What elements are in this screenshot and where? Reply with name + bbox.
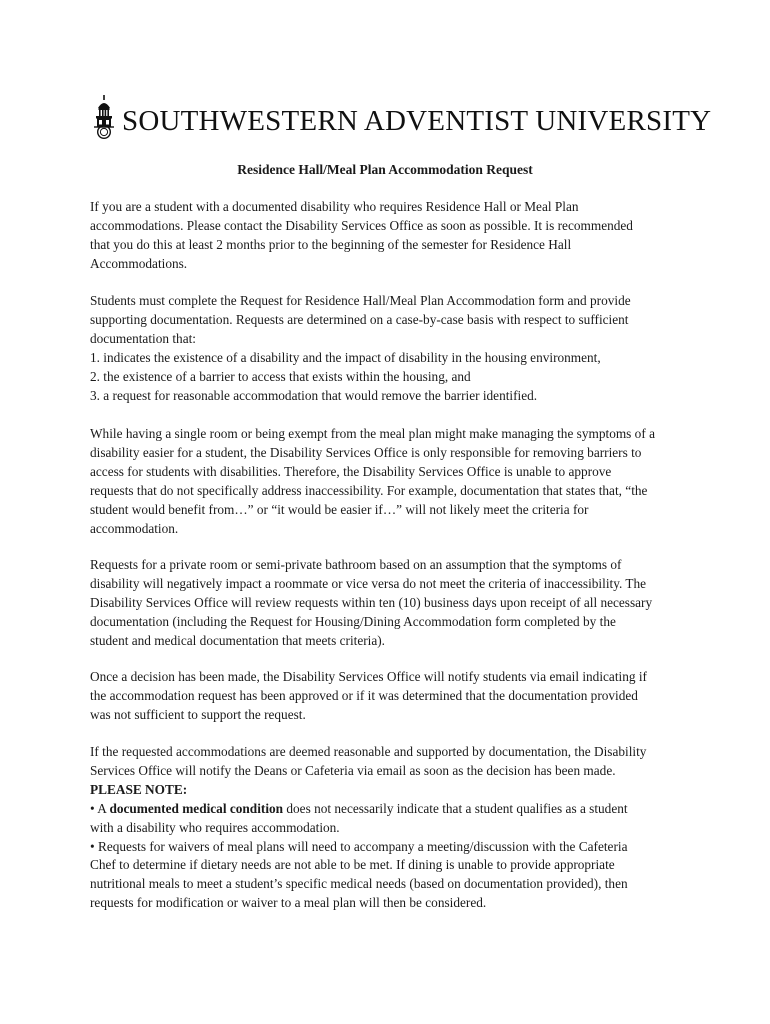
text-line: Accommodations. [90, 255, 188, 271]
text-line: Disability Services Office will review requests within ten (10) business days upon receipt of all necessary [90, 594, 653, 610]
text-line: requests for modification or waiver to a meal plan will then be considered. [90, 895, 487, 911]
text-line: Students must complete the Request for Residence Hall/Meal Plan Accommodation form and provide [90, 293, 631, 308]
text-line: accommodations. Please contact the Disability Services Office as soon as possible. It is recommended [90, 217, 633, 233]
university-name: SOUTHWESTERN ADVENTIST UNIVERSITY [122, 104, 712, 137]
text-line: requests that do not specifically address inaccessibility. For example, documentation that states that, “the [90, 482, 648, 498]
text-line: Requests for a private room or semi-private bathroom based on an assumption that the symptoms of [90, 557, 622, 572]
text-line: disability will negatively impact a roommate or vice versa do not meet the criteria of inaccessibility. The [90, 575, 647, 591]
note-bold-phrase: documented medical condition [109, 800, 284, 816]
text-line: that you do this at least 2 months prior to the beginning of the semester for Residence Hall [90, 236, 572, 252]
text-line: access for students with disabilities. Therefore, the Disability Services Office is unable to approve [90, 463, 612, 479]
list-item: 3. a request for reasonable accommodation that would remove the barrier identified. [90, 387, 538, 403]
notes-paragraph [90, 743, 690, 913]
text-line: nutritional meals to meet a student’s specific medical needs (based on documentation provided), then [90, 876, 628, 892]
text-line: documentation that: [90, 330, 196, 346]
requirements-paragraph [90, 292, 690, 405]
list-item: 1. indicates the existence of a disability and the impact of disability in the housing environment, [90, 349, 601, 365]
text-line: Services Office will notify the Deans or Cafeteria via email as soon as the decision has been made. [90, 762, 616, 778]
intro-paragraph [90, 198, 690, 274]
text-line: the accommodation request has been approved or if it was determined that the documentation provided [90, 687, 638, 703]
text-line: student would benefit from…” or “it would be easier if…” will not likely meet the criteria for [90, 501, 589, 517]
text-line: While having a single room or being exempt from the meal plan might make managing the symptoms of a [90, 426, 655, 441]
text-line: Once a decision has been made, the Disability Services Office will notify students via email indicating if [90, 669, 647, 684]
university-tower-seal-icon [89, 95, 119, 139]
text-line: was not sufficient to support the request. [90, 706, 306, 722]
single-room-paragraph [90, 425, 690, 538]
text-line: student and medical documentation that meets criteria). [90, 632, 386, 648]
note-rest: does not necessarily indicate that a student qualifies as a student [283, 800, 628, 816]
text-line: supporting documentation. Requests are determined on a case-by-case basis with respect to sufficient [90, 311, 629, 327]
document-title: Residence Hall/Meal Plan Accommodation Request [237, 162, 533, 177]
text-line: Chef to determine if dietary needs are not able to be met. If dining is unable to provide appropriate [90, 857, 615, 873]
text-line: documentation (including the Request for Housing/Dining Accommodation form completed by the [90, 613, 616, 629]
letterhead [89, 94, 711, 140]
text-line: accommodation. [90, 520, 179, 536]
list-item: 2. the existence of a barrier to access that exists within the housing, and [90, 368, 471, 384]
decision-paragraph [90, 668, 690, 725]
text-line: with a disability who requires accommodation. [90, 819, 340, 835]
private-room-paragraph [90, 556, 690, 651]
text-line: If the requested accommodations are deemed reasonable and supported by documentation, the Disability [90, 744, 647, 759]
note-item-meal-waiver: • Requests for waivers of meal plans will need to accompany a meeting/discussion with the Cafeteria [90, 838, 628, 854]
note-prefix: • A [90, 800, 110, 816]
please-note-heading: PLEASE NOTE: [90, 781, 188, 797]
note-item-medical-condition [90, 800, 690, 819]
text-line: If you are a student with a documented disability who requires Residence Hall or Meal Plan [90, 199, 579, 214]
text-line: disability easier for a student, the Disability Services Office is only responsible for removing barriers to [90, 444, 642, 460]
